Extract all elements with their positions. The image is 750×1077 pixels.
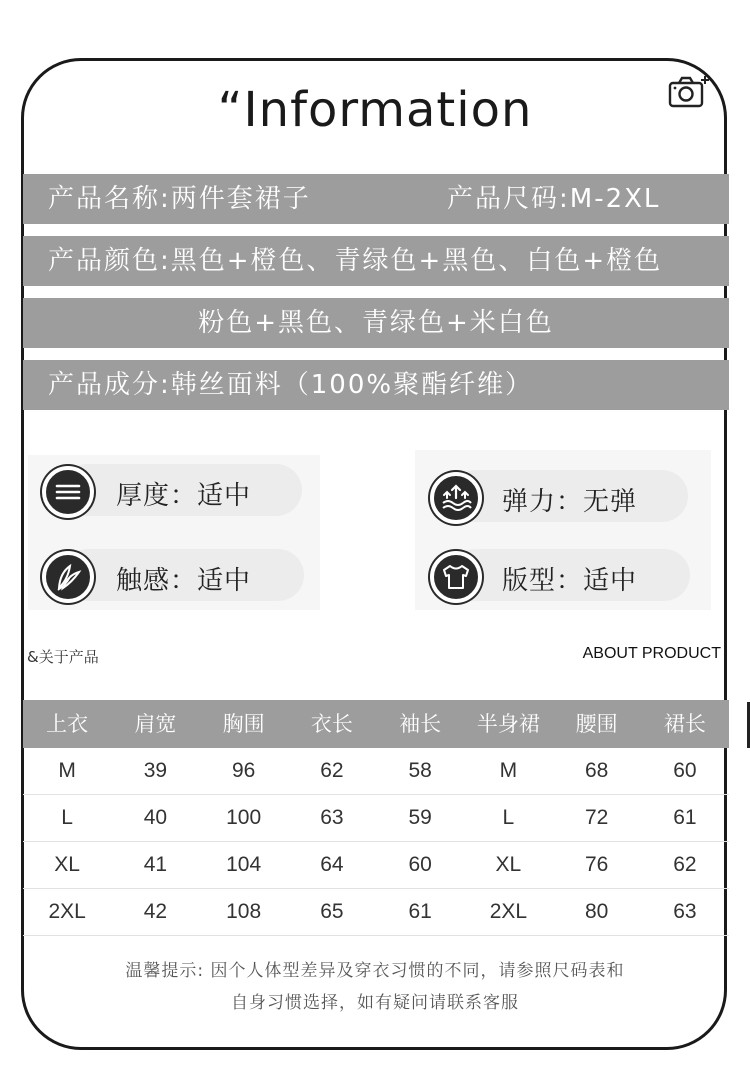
elasticity-icon bbox=[430, 472, 482, 524]
table-cell: 68 bbox=[584, 759, 609, 782]
feather-icon bbox=[42, 551, 94, 603]
table-cell: 62 bbox=[673, 853, 697, 876]
table-row bbox=[23, 748, 729, 795]
header-cell: 肩宽 bbox=[134, 712, 177, 736]
about-product-en: ABOUT PRODUCT bbox=[582, 645, 721, 662]
header-cell: 衣长 bbox=[310, 712, 353, 736]
table-row bbox=[23, 842, 729, 889]
table-cell: M bbox=[499, 759, 518, 782]
size-table bbox=[23, 700, 729, 936]
header-cell: 腰围 bbox=[575, 712, 618, 736]
table-cell: 65 bbox=[320, 900, 344, 923]
table-cell: 80 bbox=[584, 900, 609, 923]
table-cell: 63 bbox=[320, 806, 344, 829]
product-size: 产品尺码:M-2XL bbox=[447, 184, 661, 214]
header-cell: 上衣 bbox=[46, 712, 89, 736]
info-band-color bbox=[23, 236, 729, 286]
table-cell: XL bbox=[54, 853, 80, 876]
table-cell: 2XL bbox=[489, 900, 528, 923]
table-cell: 60 bbox=[673, 759, 697, 782]
product-color-continued: 粉色+黑色、青绿色+米白色 bbox=[198, 308, 554, 338]
table-cell: 108 bbox=[226, 900, 262, 923]
touch-label: 触感：适中 bbox=[116, 566, 252, 596]
product-material: 产品成分:韩丝面料（100%聚酯纤维） bbox=[48, 370, 534, 400]
tshirt-icon bbox=[430, 551, 482, 603]
size-table-header bbox=[23, 700, 729, 748]
table-cell: L bbox=[61, 806, 73, 829]
table-cell: 63 bbox=[673, 900, 697, 923]
table-cell: M bbox=[58, 759, 76, 782]
header-cell: 胸围 bbox=[222, 712, 265, 736]
table-cell: L bbox=[502, 806, 515, 829]
table-cell: XL bbox=[495, 853, 522, 876]
table-cell: 61 bbox=[673, 806, 697, 829]
info-band-material bbox=[23, 360, 729, 410]
table-cell: 58 bbox=[408, 759, 432, 782]
product-name: 产品名称:两件套裙子 bbox=[48, 184, 311, 214]
header-cell: 袖长 bbox=[399, 712, 442, 736]
product-color: 产品颜色:黑色+橙色、青绿色+黑色、白色+橙色 bbox=[48, 246, 663, 276]
table-cell: 59 bbox=[408, 806, 432, 829]
note-line-2: 自身习惯选择，如有疑问请联系客服 bbox=[231, 993, 519, 1013]
elasticity-label: 弹力：无弹 bbox=[502, 487, 638, 517]
table-cell: 60 bbox=[408, 853, 432, 876]
fit-label: 版型：适中 bbox=[502, 566, 638, 596]
table-cell: 72 bbox=[584, 806, 609, 829]
table-cell: 76 bbox=[584, 853, 609, 876]
table-cell: 2XL bbox=[48, 900, 86, 923]
about-product-cn: &关于产品 bbox=[27, 648, 99, 666]
table-cell: 64 bbox=[320, 853, 344, 876]
table-cell: 40 bbox=[143, 806, 168, 829]
table-cell: 96 bbox=[231, 759, 256, 782]
table-cell: 100 bbox=[226, 806, 262, 829]
info-band-name bbox=[23, 174, 729, 224]
table-cell: 41 bbox=[143, 853, 168, 876]
header-cell: 半身裙 bbox=[476, 712, 540, 736]
thickness-label: 厚度：适中 bbox=[116, 481, 252, 511]
table-cell: 39 bbox=[143, 759, 168, 782]
note-line-1: 温馨提示: 因个人体型差异及穿衣习惯的不同，请参照尺码表和 bbox=[125, 961, 625, 981]
header-cell: 裙长 bbox=[663, 712, 706, 736]
camera-icon[interactable] bbox=[668, 74, 712, 110]
table-row bbox=[23, 889, 729, 936]
thickness-icon bbox=[42, 466, 94, 518]
table-row bbox=[23, 795, 729, 842]
table-cell: 62 bbox=[320, 759, 344, 782]
info-band-color-continued bbox=[23, 298, 729, 348]
table-cell: 61 bbox=[408, 900, 432, 923]
table-cell: 42 bbox=[143, 900, 168, 923]
page-title: “Information bbox=[217, 82, 533, 138]
table-cell: 104 bbox=[226, 853, 262, 876]
